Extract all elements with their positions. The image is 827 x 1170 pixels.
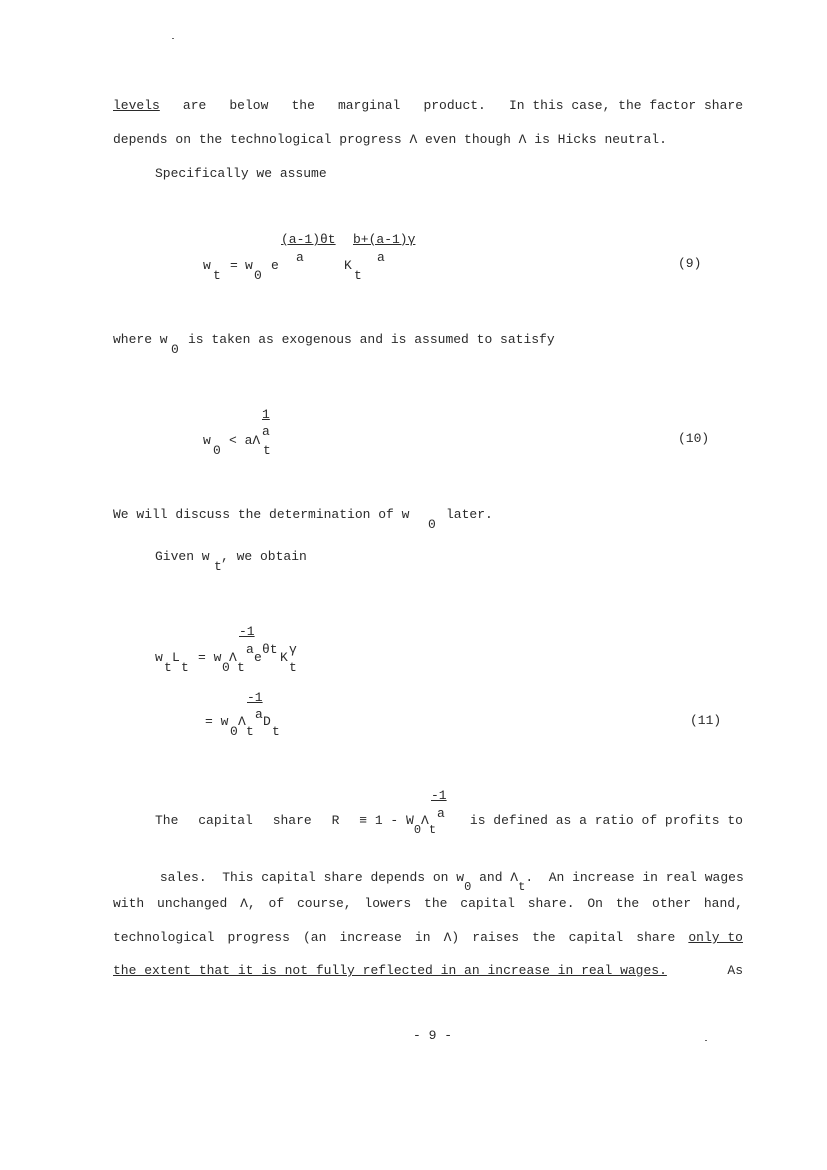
para4-tail: later.: [446, 507, 493, 522]
eq11-eq1: = w: [198, 650, 222, 665]
underlined-phrase: the extent that it is not fully reflected in an increase in real wages.: [113, 963, 667, 978]
para2-line1: Specifically we assume: [155, 166, 327, 181]
eq10-lam-sub: t: [263, 443, 271, 458]
word: share: [272, 813, 312, 828]
word: R: [331, 813, 340, 828]
eq9-lhs-w: w: [203, 258, 211, 273]
para6-a: a: [437, 806, 445, 821]
eq11-neg1: -1: [239, 624, 255, 639]
para6-line3: [113, 896, 743, 911]
para3-where: where w: [113, 332, 168, 347]
para5-text: Given w: [155, 549, 210, 564]
eq10-a: a: [262, 424, 270, 439]
eq11-number: (11): [690, 713, 722, 728]
word: the: [424, 896, 448, 911]
word: capital: [460, 896, 515, 911]
eq11-e: e: [254, 650, 262, 665]
word: increase: [339, 930, 402, 945]
eq11-D-sub: t: [272, 724, 280, 739]
eq11-a2: a: [255, 707, 263, 722]
eq9-e: e: [271, 258, 279, 273]
word: hand,: [703, 896, 743, 911]
para3-rest: is taken as exogenous and is assumed to satisfy: [188, 332, 555, 347]
word: progress: [227, 930, 290, 945]
para6-line2: [113, 855, 744, 900]
word: The: [155, 813, 179, 828]
eq10-w: w: [203, 433, 211, 448]
eq10-w-sub: 0: [213, 443, 221, 458]
word: with: [113, 896, 145, 911]
eq11-neg2: -1: [247, 690, 263, 705]
word: unchanged: [157, 896, 228, 911]
eq9-exp1: (a-1)θt: [281, 232, 336, 247]
word: marginal: [337, 98, 401, 113]
para5-sub: t: [214, 559, 222, 574]
word: course,: [296, 896, 352, 911]
word: capital: [568, 930, 624, 945]
line-tail: As: [727, 963, 743, 978]
eq11-D: D: [263, 714, 271, 729]
para6-line1: [113, 813, 743, 837]
word: lowers: [364, 896, 412, 911]
text: . An increase in real wages: [525, 870, 744, 885]
para1-line2: depends on the technological progress Λ even though Λ is Hicks neutral.: [113, 132, 667, 147]
scan-speck: [705, 1040, 707, 1041]
page-number: - 9 -: [413, 1028, 453, 1043]
word: capital: [198, 813, 253, 828]
para5-tail: , we obtain: [221, 549, 307, 564]
sub: t: [518, 880, 526, 894]
def-lambda-sub: t: [428, 823, 437, 837]
line-tail: is defined as a ratio of profits to: [469, 813, 743, 828]
word: Λ,: [240, 896, 256, 911]
word: below: [229, 98, 269, 113]
eq11-lambda2-sub: t: [246, 724, 254, 739]
eq9-w0: w: [245, 258, 253, 273]
para4-sub: 0: [428, 517, 436, 532]
line-tail: In this case, the factor share: [508, 98, 743, 113]
eq11-L: L: [172, 650, 180, 665]
word: sales.: [159, 870, 207, 885]
eq10-one: 1: [262, 407, 270, 422]
para6-line5: [113, 963, 743, 978]
word: are: [182, 98, 207, 113]
text: and Λ: [479, 870, 519, 885]
word: share.: [527, 896, 575, 911]
para6-neg: -1: [431, 788, 447, 803]
eq9-number: (9): [678, 256, 702, 271]
eq9-K: K: [344, 258, 352, 273]
eq11-lhs-w: w: [155, 650, 163, 665]
eq11-w0-sub: 0: [222, 660, 230, 675]
scan-speck: [172, 38, 174, 39]
def-lambda: Λ: [421, 813, 429, 828]
word: (an: [302, 930, 327, 945]
eq11-K-sub: t: [289, 660, 297, 675]
eq9-w0-sub: 0: [254, 268, 262, 283]
eq11-w02-sub: 0: [230, 724, 238, 739]
word: the: [532, 930, 556, 945]
word: the: [291, 98, 315, 113]
eq9-equals: =: [230, 258, 238, 273]
word: Λ): [443, 930, 460, 945]
capital-share-definition: [359, 813, 450, 837]
word-levels: levels: [113, 98, 160, 113]
eq11-a1: a: [246, 642, 254, 657]
para1-line1: [113, 98, 743, 113]
word: in: [414, 930, 431, 945]
eq10-lt: < aΛ: [229, 433, 261, 448]
word: other: [652, 896, 692, 911]
eq11-eq2: = w: [205, 714, 229, 729]
eq11-lambda: Λ: [229, 650, 237, 665]
word: of: [268, 896, 285, 911]
underlined-phrase: only to: [688, 930, 743, 945]
eq11-lambda-sub: t: [237, 660, 245, 675]
eq10-number: (10): [678, 431, 710, 446]
eq9-exp1-den: a: [296, 250, 304, 265]
word: the: [615, 896, 640, 911]
eq11-theta-t: θt: [262, 642, 278, 657]
eq9-exp2: b+(a-1)γ: [353, 232, 416, 247]
text: This capital share depends on w: [222, 870, 465, 885]
sub: 0: [464, 880, 472, 894]
para6-line4: [113, 930, 743, 945]
word: technological: [113, 930, 215, 945]
para4-text: We will discuss the determination of w: [113, 507, 410, 522]
word: On: [587, 896, 603, 911]
eq11-L-sub: t: [181, 660, 189, 675]
eq11-lhs-sub: t: [164, 660, 172, 675]
word: product.: [423, 98, 486, 113]
eq9-K-sub: t: [354, 268, 362, 283]
eq11-K: K: [280, 650, 288, 665]
eq11-lambda2: Λ: [238, 714, 246, 729]
word: raises: [472, 930, 520, 945]
eq9-lhs-sub: t: [213, 268, 221, 283]
eq11-gamma: γ: [289, 642, 297, 657]
para3-where-sub: 0: [171, 342, 179, 357]
word: share: [636, 930, 676, 945]
def-text: ≡ 1 - W: [359, 813, 414, 828]
eq9-exp2-den: a: [377, 250, 385, 265]
def-sub: 0: [413, 823, 422, 837]
